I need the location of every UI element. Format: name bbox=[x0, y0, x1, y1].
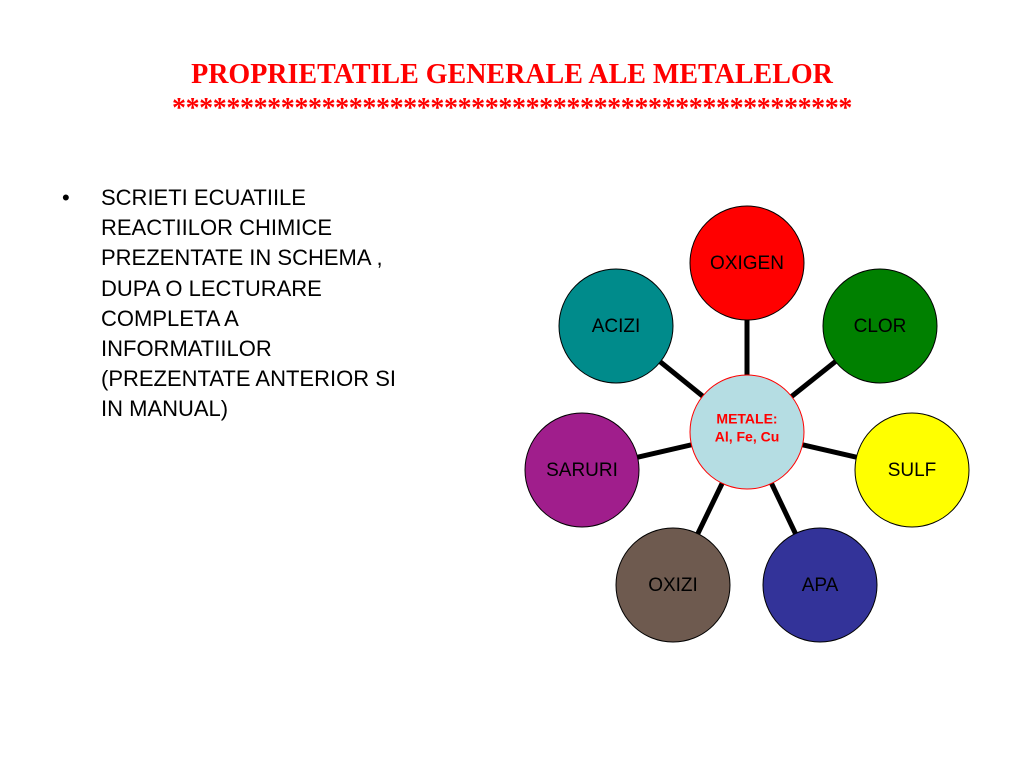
node-label-sulf: SULF bbox=[887, 460, 937, 482]
node-label-saruri: SARURI bbox=[546, 460, 618, 482]
node-acizi bbox=[559, 269, 673, 383]
node-label-oxigen: OXIGEN bbox=[710, 253, 784, 275]
node-sulf bbox=[855, 413, 969, 527]
node-label-clor: CLOR bbox=[853, 316, 907, 338]
node-label-acizi: ACIZI bbox=[591, 316, 641, 338]
title-star-divider: ************************************************** bbox=[171, 93, 852, 124]
center-label-line2: Al, Fe, Cu bbox=[714, 428, 780, 445]
node-clor bbox=[823, 269, 937, 383]
node-oxizi bbox=[616, 528, 730, 642]
slide-title: PROPRIETATILE GENERALE ALE METALELOR bbox=[191, 59, 833, 90]
center-node bbox=[690, 375, 804, 489]
bullet-dot: • bbox=[62, 185, 70, 210]
node-label-oxizi: OXIZI bbox=[648, 575, 698, 597]
node-label-apa: APA bbox=[801, 575, 839, 597]
node-saruri bbox=[525, 413, 639, 527]
node-apa bbox=[763, 528, 877, 642]
bullet-text: SCRIETI ECUATIILE REACTIILOR CHIMICE PREZENTATE IN SCHEMA , DUPA O LECTURARE COMPLETA A INFORMATIILOR (PREZENTATE ANTERIOR SI IN MANUAL) bbox=[101, 185, 396, 422]
center-label-line1: METALE: bbox=[716, 410, 778, 427]
node-oxigen bbox=[690, 206, 804, 320]
